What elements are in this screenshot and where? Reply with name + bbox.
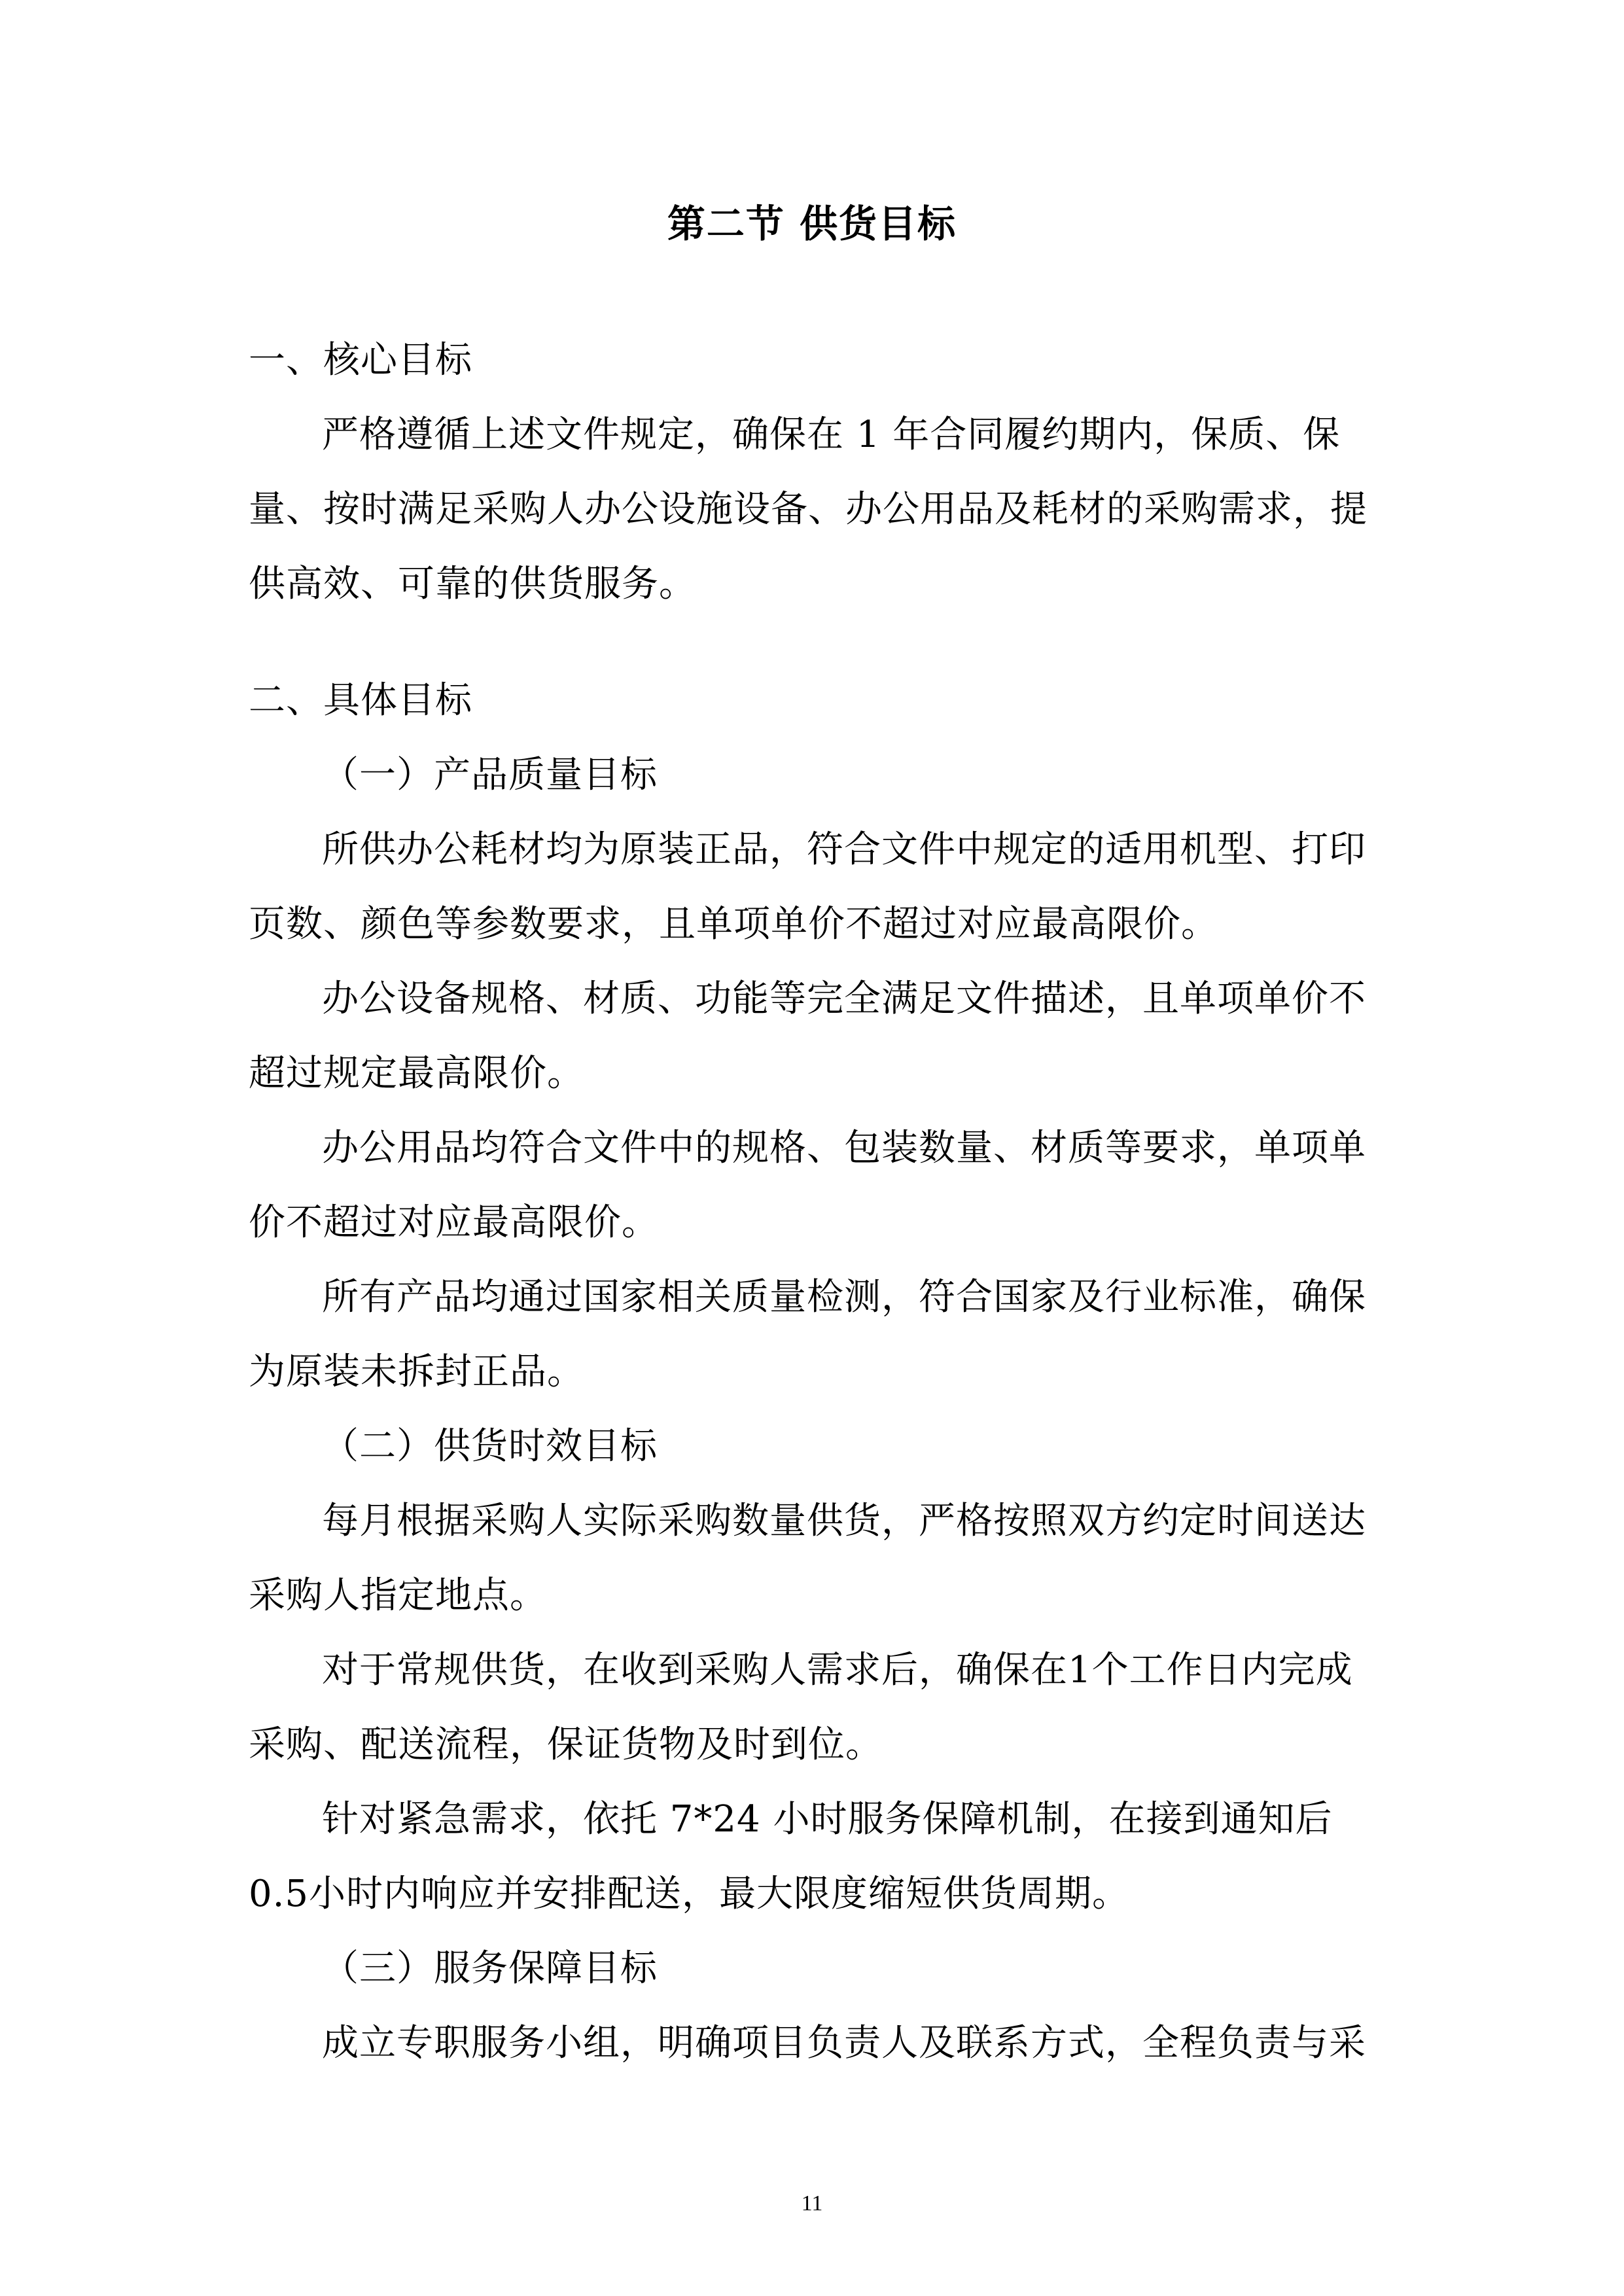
heading-specific-goals: 二、具体目标 xyxy=(249,679,472,722)
paragraph-service-team: 成立专职服务小组，明确项目负责人及联系方式，全程负责与采 xyxy=(322,2022,1366,2064)
paragraph-equipment-quality: 办公设备规格、材质、功能等完全满足文件描述，且单项单价不超过规定最高限价。 xyxy=(249,978,1366,1095)
paragraph-urgent-delivery: 针对紧急需求，依托 7*24 小时服务保障机制，在接到通知后0.5小时内响应并安排配送，最大限度缩短供货周期。 xyxy=(249,1798,1333,1915)
subheading-delivery-timeliness: （二）供货时效目标 xyxy=(322,1425,658,1468)
section-title: 第二节 供货目标 xyxy=(667,202,957,246)
paragraph-product-inspection: 所有产品均通过国家相关质量检测，符合国家及行业标准，确保为原装未拆封正品。 xyxy=(249,1276,1366,1393)
paragraph-consumables-quality: 所供办公耗材均为原装正品，符合文件中规定的适用机型、打印页数、颜色等参数要求，且单项单价不超过对应最高限价。 xyxy=(249,828,1366,945)
heading-core-goal: 一、核心目标 xyxy=(249,339,472,381)
paragraph-regular-delivery: 对于常规供货，在收到采购人需求后，确保在1个工作日内完成采购、配送流程，保证货物及时到位。 xyxy=(249,1649,1353,1766)
subheading-service-guarantee: （三）服务保障目标 xyxy=(322,1947,658,1990)
page-number: 11 xyxy=(801,2191,823,2216)
subheading-quality-goal: （一）产品质量目标 xyxy=(322,754,658,796)
paragraph-supplies-quality: 办公用品均符合文件中的规格、包装数量、材质等要求，单项单价不超过对应最高限价。 xyxy=(249,1127,1366,1244)
paragraph-monthly-delivery: 每月根据采购人实际采购数量供货，严格按照双方约定时间送达采购人指定地点。 xyxy=(249,1500,1366,1617)
paragraph-core-goal: 严格遵循上述文件规定，确保在 1 年合同履约期内，保质、保量、按时满足采购人办公设施设备、办公用品及耗材的采购需求，提供高效、可靠的供货服务。 xyxy=(249,414,1368,605)
